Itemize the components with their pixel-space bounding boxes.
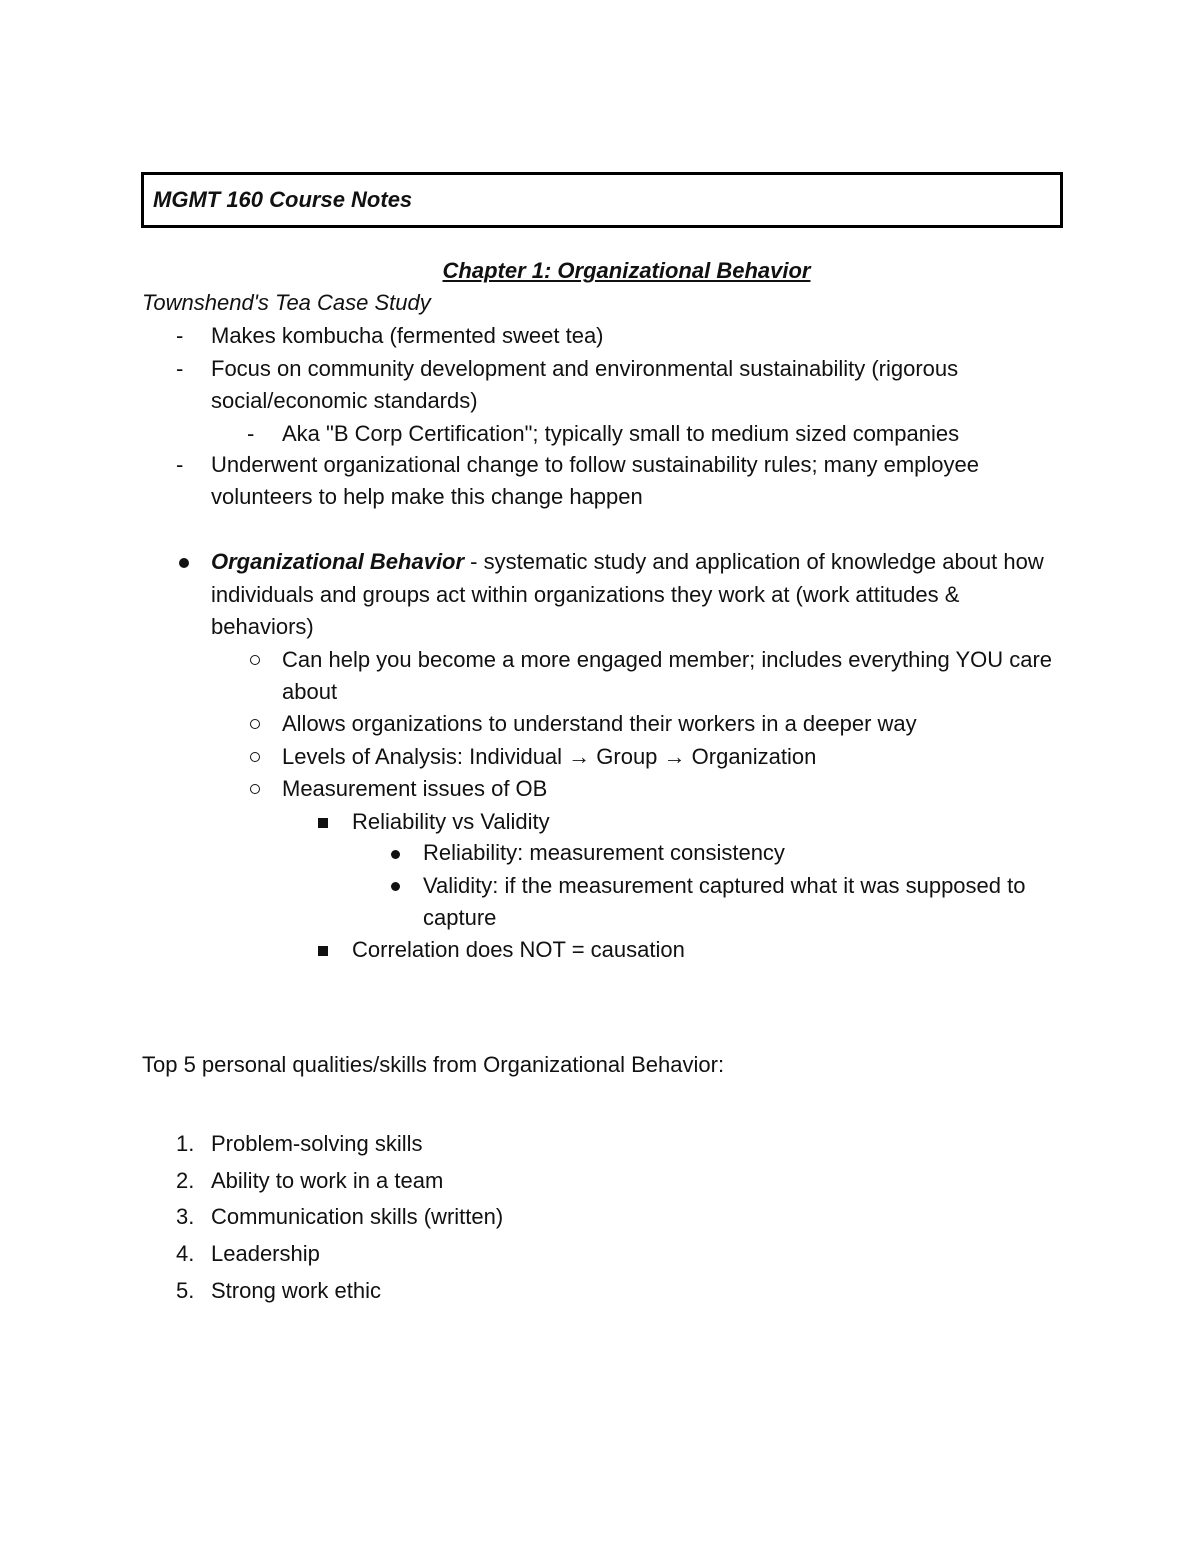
square-bullet-icon <box>318 946 328 956</box>
list-item: Strong work ethic <box>211 1278 381 1303</box>
list-item: Underwent organizational change to follow sustainability rules; many employee <box>211 452 979 477</box>
dash-marker: - <box>176 452 184 477</box>
list-item: Can help you become a more engaged member; includes everything YOU care <box>282 647 1053 672</box>
list-number: 3. <box>176 1204 195 1229</box>
list-number: 5. <box>176 1278 195 1303</box>
list-item: Validity: if the measurement captured what it was supposed to <box>423 873 1026 898</box>
ob-definition-continuation: individuals and groups act within organizations they work at (work attitudes & <box>211 582 960 607</box>
dash-marker: - <box>176 323 184 348</box>
chapter-heading: Chapter 1: Organizational Behavior <box>442 258 811 283</box>
ob-definition-continuation: behaviors) <box>211 614 314 639</box>
ob-definition <box>211 546 1044 578</box>
list-number: 1. <box>176 1131 195 1156</box>
list-item: Focus on community development and environmental sustainability (rigorous <box>211 356 959 381</box>
qualities-intro: Top 5 personal qualities/skills from Organizational Behavior: <box>142 1052 725 1077</box>
list-item: Allows organizations to understand their workers in a deeper way <box>282 711 917 736</box>
list-item: Ability to work in a team <box>211 1168 444 1193</box>
circle-bullet-icon <box>250 655 260 665</box>
list-item: Leadership <box>211 1241 320 1266</box>
list-item: Makes kombucha (fermented sweet tea) <box>211 323 604 348</box>
square-bullet-icon <box>318 818 328 828</box>
list-item: Problem-solving skills <box>211 1131 423 1156</box>
list-number: 2. <box>176 1168 195 1193</box>
circle-bullet-icon <box>250 784 260 794</box>
bullet-icon <box>179 558 189 568</box>
list-item: Correlation does NOT = causation <box>352 937 685 962</box>
ob-definition-text: - systematic study and application of knowledge about how <box>464 549 1044 574</box>
list-item: Communication skills (written) <box>211 1204 504 1229</box>
list-item: Reliability: measurement consistency <box>423 840 785 865</box>
list-item: Aka "B Corp Certification"; typically small to medium sized companies <box>282 421 960 446</box>
title-box <box>141 172 1063 228</box>
case-study-label: Townshend's Tea Case Study <box>142 290 431 315</box>
list-item-continuation: about <box>282 679 338 704</box>
ob-term: Organizational Behavior <box>211 549 465 574</box>
document-title: MGMT 160 Course Notes <box>153 187 413 212</box>
circle-bullet-icon <box>250 719 260 729</box>
list-item-continuation: capture <box>423 905 497 930</box>
bullet-icon <box>391 882 400 891</box>
bullet-icon <box>391 850 400 859</box>
list-item: Levels of Analysis: Individual → Group → Organization <box>282 744 817 769</box>
list-number: 4. <box>176 1241 195 1266</box>
dash-marker: - <box>247 421 255 446</box>
circle-bullet-icon <box>250 752 260 762</box>
list-item: Reliability vs Validity <box>352 809 550 834</box>
list-item-continuation: volunteers to help make this change happen <box>211 484 643 509</box>
list-item: Measurement issues of OB <box>282 776 548 801</box>
list-item-continuation: social/economic standards) <box>211 388 478 413</box>
dash-marker: - <box>176 356 184 381</box>
